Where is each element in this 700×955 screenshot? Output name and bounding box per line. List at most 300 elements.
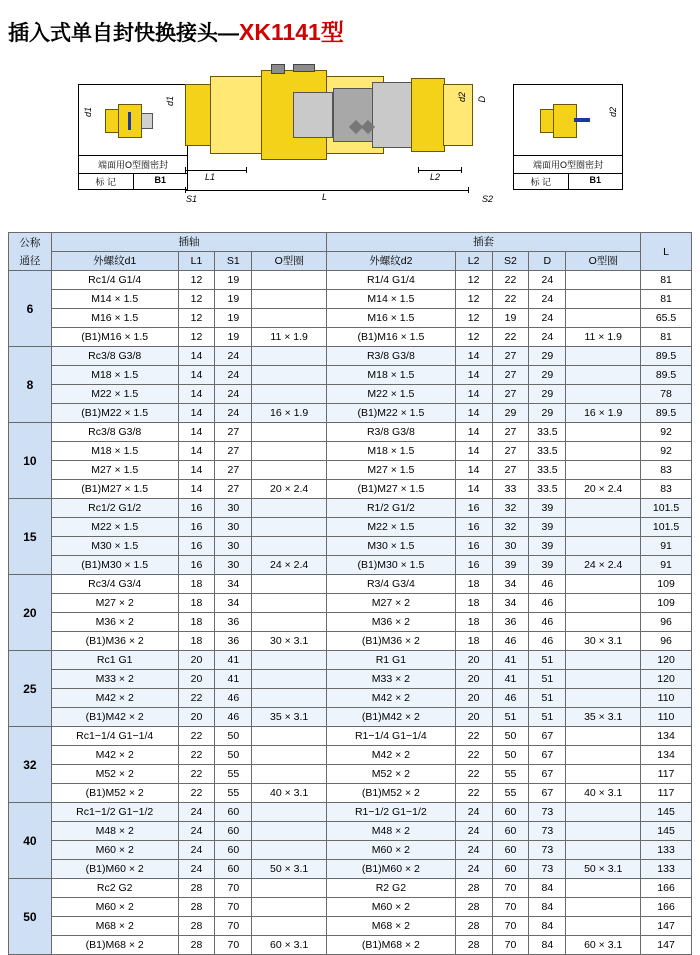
cell-oring-2 (566, 670, 641, 689)
cell-nominal-diameter: 32 (9, 727, 52, 803)
dim-D-label: D (477, 96, 487, 103)
cell-oring-1: 11 × 1.9 (252, 328, 327, 347)
cell-L1: 14 (178, 442, 215, 461)
cell-nominal-diameter: 50 (9, 879, 52, 955)
dim-d2-label: d2 (457, 92, 467, 103)
cell-oring-2 (566, 765, 641, 784)
cell-S2: 33 (492, 480, 529, 499)
cell-oring-2 (566, 309, 641, 328)
cell-S1: 34 (215, 594, 252, 613)
cell-L: 91 (641, 556, 692, 575)
cell-S2: 34 (492, 594, 529, 613)
cell-D: 84 (529, 936, 566, 955)
table-row (9, 879, 692, 898)
cell-S2: 55 (492, 765, 529, 784)
cell-D: 39 (529, 537, 566, 556)
cell-S1: 27 (215, 461, 252, 480)
cell-L2: 14 (455, 423, 492, 442)
table-row (9, 385, 692, 404)
cell-thread-d1: M36 × 2 (51, 613, 178, 632)
cell-S1: 19 (215, 328, 252, 347)
th-L2: L2 (455, 252, 492, 271)
cell-oring-1 (252, 385, 327, 404)
cell-L2: 14 (455, 385, 492, 404)
cell-L2: 12 (455, 309, 492, 328)
cell-S1: 55 (215, 784, 252, 803)
cell-L2: 16 (455, 537, 492, 556)
cell-thread-d2: (B1)M30 × 1.5 (327, 556, 456, 575)
cell-thread-d2: M33 × 2 (327, 670, 456, 689)
cell-S2: 70 (492, 879, 529, 898)
cell-L1: 14 (178, 461, 215, 480)
assembly-top-detail-1 (271, 64, 285, 74)
cell-D: 51 (529, 708, 566, 727)
cell-oring-2: 50 × 3.1 (566, 860, 641, 879)
cell-S1: 19 (215, 271, 252, 290)
cell-oring-1 (252, 537, 327, 556)
table-row (9, 708, 692, 727)
cell-L: 91 (641, 537, 692, 556)
cell-oring-2 (566, 461, 641, 480)
cell-thread-d2: M27 × 1.5 (327, 461, 456, 480)
left-fitting-oring (128, 112, 131, 130)
cell-thread-d1: M60 × 2 (51, 898, 178, 917)
th-nominal (9, 233, 52, 271)
page-title-text: 插入式单自封快换接头— (8, 22, 239, 45)
cell-oring-2 (566, 841, 641, 860)
cell-oring-2 (566, 594, 641, 613)
cell-oring-1 (252, 271, 327, 290)
cell-nominal-diameter: 10 (9, 423, 52, 499)
cell-L2: 14 (455, 366, 492, 385)
cell-thread-d2: (B1)M68 × 2 (327, 936, 456, 955)
cell-L: 166 (641, 879, 692, 898)
cell-D: 24 (529, 309, 566, 328)
cell-D: 24 (529, 271, 566, 290)
diagram-area (0, 48, 700, 223)
cell-thread-d2: (B1)M22 × 1.5 (327, 404, 456, 423)
cell-S1: 30 (215, 518, 252, 537)
cell-L: 101.5 (641, 499, 692, 518)
assembly-right-sleeve (372, 82, 414, 148)
cell-L2: 14 (455, 442, 492, 461)
cell-S1: 24 (215, 385, 252, 404)
cell-thread-d1: (B1)M42 × 2 (51, 708, 178, 727)
cell-S2: 32 (492, 518, 529, 537)
cell-L1: 14 (178, 385, 215, 404)
cell-L: 65.5 (641, 309, 692, 328)
cell-thread-d1: M60 × 2 (51, 841, 178, 860)
cell-L2: 22 (455, 727, 492, 746)
cell-thread-d2: M48 × 2 (327, 822, 456, 841)
th-d1: 外螺纹d1 (51, 252, 178, 271)
cell-L: 134 (641, 746, 692, 765)
cell-thread-d2: R1/2 G1/2 (327, 499, 456, 518)
cell-S1: 60 (215, 803, 252, 822)
cell-S2: 51 (492, 708, 529, 727)
cell-L1: 22 (178, 746, 215, 765)
cell-thread-d1: Rc1−1/2 G1−1/2 (51, 803, 178, 822)
cell-L: 83 (641, 480, 692, 499)
cell-L: 147 (641, 936, 692, 955)
cell-S1: 36 (215, 613, 252, 632)
dimtick-L2-a (418, 167, 419, 173)
cell-S1: 46 (215, 708, 252, 727)
cell-thread-d2: R3/4 G3/4 (327, 575, 456, 594)
dimtick-L1-b (246, 167, 247, 173)
cell-oring-1 (252, 879, 327, 898)
cell-S1: 70 (215, 879, 252, 898)
dim-S1-label: S1 (186, 194, 198, 204)
cell-oring-2 (566, 271, 641, 290)
cell-D: 33.5 (529, 442, 566, 461)
cell-S1: 27 (215, 442, 252, 461)
cell-thread-d1: Rc1/2 G1/2 (51, 499, 178, 518)
cell-S2: 46 (492, 632, 529, 651)
th-oring2: O型圈 (566, 252, 641, 271)
cell-L: 110 (641, 708, 692, 727)
table-row (9, 746, 692, 765)
cell-oring-1 (252, 518, 327, 537)
cell-oring-1: 35 × 3.1 (252, 708, 327, 727)
cell-L: 109 (641, 594, 692, 613)
cell-S2: 55 (492, 784, 529, 803)
cell-S2: 27 (492, 461, 529, 480)
cell-D: 46 (529, 575, 566, 594)
cell-D: 84 (529, 879, 566, 898)
cell-L1: 22 (178, 784, 215, 803)
cell-L1: 14 (178, 404, 215, 423)
cell-S2: 19 (492, 309, 529, 328)
cell-D: 29 (529, 385, 566, 404)
cell-nominal-diameter: 40 (9, 803, 52, 879)
cell-S1: 70 (215, 898, 252, 917)
cell-L1: 22 (178, 727, 215, 746)
table-row (9, 860, 692, 879)
cell-thread-d1: Rc3/8 G3/8 (51, 347, 178, 366)
cell-oring-2 (566, 917, 641, 936)
cell-thread-d1: M22 × 1.5 (51, 518, 178, 537)
cell-L2: 22 (455, 746, 492, 765)
cell-L1: 28 (178, 917, 215, 936)
cell-thread-d2: M42 × 2 (327, 746, 456, 765)
cell-oring-1 (252, 917, 327, 936)
cell-thread-d2: (B1)M60 × 2 (327, 860, 456, 879)
cell-oring-2 (566, 898, 641, 917)
cell-S1: 46 (215, 689, 252, 708)
cell-D: 51 (529, 670, 566, 689)
cell-S2: 50 (492, 727, 529, 746)
cell-thread-d1: (B1)M30 × 1.5 (51, 556, 178, 575)
table-row (9, 309, 692, 328)
cell-L: 92 (641, 442, 692, 461)
cell-thread-d1: M27 × 1.5 (51, 461, 178, 480)
cell-L2: 24 (455, 822, 492, 841)
cell-oring-2 (566, 385, 641, 404)
cell-S1: 19 (215, 309, 252, 328)
cell-L: 96 (641, 632, 692, 651)
cell-L: 134 (641, 727, 692, 746)
table-row (9, 613, 692, 632)
right-mark-row (514, 174, 622, 189)
cell-oring-2 (566, 290, 641, 309)
table-row (9, 480, 692, 499)
cell-thread-d2: M18 × 1.5 (327, 366, 456, 385)
cell-L2: 14 (455, 461, 492, 480)
cell-S2: 34 (492, 575, 529, 594)
cell-L: 101.5 (641, 518, 692, 537)
cell-D: 46 (529, 594, 566, 613)
dimtick-L1-a (185, 167, 186, 173)
cell-L: 81 (641, 271, 692, 290)
cell-oring-2: 16 × 1.9 (566, 404, 641, 423)
cell-thread-d2: M42 × 2 (327, 689, 456, 708)
assembly-internal-valve (293, 92, 333, 138)
spec-table-body (9, 271, 692, 955)
cell-L1: 14 (178, 347, 215, 366)
table-row (9, 898, 692, 917)
cell-L: 133 (641, 860, 692, 879)
table-row (9, 822, 692, 841)
cell-oring-1 (252, 309, 327, 328)
cell-L2: 22 (455, 765, 492, 784)
cell-thread-d2: R1 G1 (327, 651, 456, 670)
cell-thread-d1: M33 × 2 (51, 670, 178, 689)
cell-thread-d1: Rc1−1/4 G1−1/4 (51, 727, 178, 746)
cell-thread-d1: M22 × 1.5 (51, 385, 178, 404)
cell-S1: 60 (215, 822, 252, 841)
cell-oring-1: 40 × 3.1 (252, 784, 327, 803)
cell-L2: 14 (455, 480, 492, 499)
cell-oring-1 (252, 290, 327, 309)
left-detail-caption: 端面用O型圈密封 (79, 156, 187, 174)
cell-L: 110 (641, 689, 692, 708)
dim-L-label: L (322, 192, 328, 202)
cell-S2: 27 (492, 366, 529, 385)
cell-thread-d2: R3/8 G3/8 (327, 423, 456, 442)
cell-L1: 16 (178, 518, 215, 537)
cell-L2: 20 (455, 651, 492, 670)
cell-oring-2 (566, 651, 641, 670)
cell-D: 67 (529, 784, 566, 803)
right-fitting-oring (574, 118, 590, 122)
cell-L1: 18 (178, 632, 215, 651)
cell-thread-d2: R1−1/4 G1−1/4 (327, 727, 456, 746)
spec-header-row-2 (9, 252, 692, 271)
cell-thread-d1: M68 × 2 (51, 917, 178, 936)
spec-table-head (9, 233, 692, 271)
cell-thread-d2: M60 × 2 (327, 841, 456, 860)
cell-S1: 41 (215, 651, 252, 670)
cell-thread-d1: (B1)M68 × 2 (51, 936, 178, 955)
cell-L1: 18 (178, 613, 215, 632)
cell-thread-d2: M68 × 2 (327, 917, 456, 936)
cell-oring-1 (252, 461, 327, 480)
cell-S1: 70 (215, 917, 252, 936)
cell-D: 46 (529, 632, 566, 651)
cell-D: 84 (529, 898, 566, 917)
cell-D: 24 (529, 328, 566, 347)
right-mark-value: B1 (589, 175, 601, 185)
cell-oring-1 (252, 841, 327, 860)
cell-oring-2: 35 × 3.1 (566, 708, 641, 727)
assembly-right-nut (411, 78, 445, 152)
cell-L2: 24 (455, 841, 492, 860)
dimline-L2 (418, 170, 462, 171)
cell-S2: 41 (492, 651, 529, 670)
cell-S1: 24 (215, 366, 252, 385)
cell-S1: 50 (215, 727, 252, 746)
cell-L2: 18 (455, 575, 492, 594)
cell-thread-d1: M18 × 1.5 (51, 366, 178, 385)
cell-thread-d1: (B1)M60 × 2 (51, 860, 178, 879)
cell-L2: 20 (455, 708, 492, 727)
cell-oring-2 (566, 423, 641, 442)
table-row (9, 784, 692, 803)
cell-S1: 19 (215, 290, 252, 309)
cell-nominal-diameter: 8 (9, 347, 52, 423)
cell-L1: 16 (178, 499, 215, 518)
cell-L: 81 (641, 328, 692, 347)
cell-L2: 20 (455, 670, 492, 689)
cell-L2: 14 (455, 404, 492, 423)
cell-S1: 55 (215, 765, 252, 784)
cell-thread-d1: (B1)M36 × 2 (51, 632, 178, 651)
table-row (9, 423, 692, 442)
cell-oring-2: 24 × 2.4 (566, 556, 641, 575)
cell-thread-d2: M30 × 1.5 (327, 537, 456, 556)
cell-D: 33.5 (529, 423, 566, 442)
table-row (9, 499, 692, 518)
cell-D: 73 (529, 841, 566, 860)
cell-L1: 18 (178, 594, 215, 613)
cell-S1: 34 (215, 575, 252, 594)
cell-oring-2 (566, 499, 641, 518)
cell-thread-d1: Rc3/8 G3/8 (51, 423, 178, 442)
cell-D: 73 (529, 803, 566, 822)
left-dim-d1-label: d1 (83, 107, 93, 118)
cell-L2: 18 (455, 594, 492, 613)
th-S1: S1 (215, 252, 252, 271)
cell-L: 147 (641, 917, 692, 936)
cell-thread-d2: M18 × 1.5 (327, 442, 456, 461)
right-detail-box (513, 84, 623, 190)
cell-thread-d1: M48 × 2 (51, 822, 178, 841)
cell-thread-d2: R2 G2 (327, 879, 456, 898)
table-row (9, 594, 692, 613)
cell-oring-1 (252, 347, 327, 366)
cell-L: 117 (641, 765, 692, 784)
cell-S1: 60 (215, 860, 252, 879)
cell-L1: 28 (178, 879, 215, 898)
cell-D: 39 (529, 518, 566, 537)
cell-L: 145 (641, 822, 692, 841)
cell-thread-d1: M42 × 2 (51, 746, 178, 765)
cell-L: 133 (641, 841, 692, 860)
cell-S1: 30 (215, 556, 252, 575)
cell-thread-d1: (B1)M16 × 1.5 (51, 328, 178, 347)
cell-thread-d1: Rc1/4 G1/4 (51, 271, 178, 290)
table-row (9, 290, 692, 309)
cell-oring-1 (252, 898, 327, 917)
cell-L2: 22 (455, 784, 492, 803)
cell-nominal-diameter: 15 (9, 499, 52, 575)
cell-D: 29 (529, 366, 566, 385)
table-row (9, 271, 692, 290)
cell-L2: 28 (455, 898, 492, 917)
cell-oring-2: 20 × 2.4 (566, 480, 641, 499)
cell-thread-d1: M14 × 1.5 (51, 290, 178, 309)
cell-L2: 16 (455, 499, 492, 518)
dim-S2-label: S2 (482, 194, 494, 204)
dim-d1-label: d1 (165, 96, 175, 107)
table-row (9, 556, 692, 575)
cell-S2: 27 (492, 347, 529, 366)
cell-L1: 14 (178, 480, 215, 499)
table-row (9, 632, 692, 651)
cell-thread-d2: M36 × 2 (327, 613, 456, 632)
cell-L: 96 (641, 613, 692, 632)
cell-S1: 60 (215, 841, 252, 860)
cell-L: 89.5 (641, 404, 692, 423)
cell-thread-d2: (B1)M42 × 2 (327, 708, 456, 727)
cell-D: 29 (529, 404, 566, 423)
left-fitting-stem (141, 113, 153, 129)
dimline-L1 (185, 170, 247, 171)
dim-L1-label: L1 (205, 172, 216, 182)
cell-L: 92 (641, 423, 692, 442)
cell-oring-1 (252, 499, 327, 518)
cell-oring-1 (252, 765, 327, 784)
cell-S1: 30 (215, 537, 252, 556)
th-group-shaft: 插轴 (51, 233, 326, 252)
cell-S2: 41 (492, 670, 529, 689)
cell-thread-d1: (B1)M52 × 2 (51, 784, 178, 803)
cell-L2: 12 (455, 328, 492, 347)
cell-L2: 12 (455, 271, 492, 290)
cell-L1: 24 (178, 841, 215, 860)
cell-L1: 12 (178, 309, 215, 328)
cell-oring-2 (566, 727, 641, 746)
cell-thread-d2: M60 × 2 (327, 898, 456, 917)
cell-S2: 36 (492, 613, 529, 632)
cell-oring-2 (566, 689, 641, 708)
cell-oring-1: 16 × 1.9 (252, 404, 327, 423)
table-row (9, 366, 692, 385)
cell-oring-1 (252, 366, 327, 385)
cell-S1: 24 (215, 347, 252, 366)
cell-thread-d2: M14 × 1.5 (327, 290, 456, 309)
cell-L2: 18 (455, 613, 492, 632)
cell-L1: 20 (178, 708, 215, 727)
cell-oring-1 (252, 575, 327, 594)
cell-oring-2: 40 × 3.1 (566, 784, 641, 803)
cell-D: 39 (529, 499, 566, 518)
cell-oring-1 (252, 689, 327, 708)
cell-S2: 60 (492, 803, 529, 822)
cell-L1: 12 (178, 271, 215, 290)
cell-oring-2 (566, 537, 641, 556)
cell-oring-2 (566, 746, 641, 765)
cell-nominal-diameter: 20 (9, 575, 52, 651)
cell-D: 51 (529, 651, 566, 670)
cell-thread-d1: (B1)M27 × 1.5 (51, 480, 178, 499)
cell-L2: 16 (455, 518, 492, 537)
cell-S2: 39 (492, 556, 529, 575)
cell-oring-1: 50 × 3.1 (252, 860, 327, 879)
cell-L1: 20 (178, 651, 215, 670)
table-row (9, 328, 692, 347)
